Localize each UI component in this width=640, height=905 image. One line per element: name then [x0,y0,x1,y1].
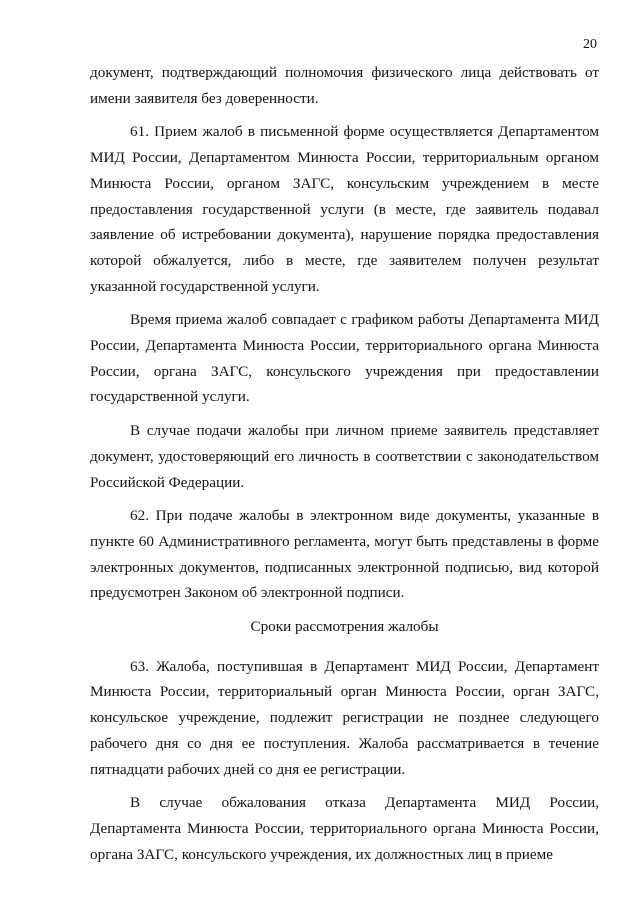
paragraph-refusal-appeal: В случае обжалования отказа Департамента МИД России, Департамента Минюста России, территориального органа Минюста России, органа ЗАГС, консульского учреждения, их должностных лиц в приеме [90,794,599,863]
section-heading: Сроки рассмотрения жалобы [250,618,439,636]
paragraph-continuation: документ, подтверждающий полномочия физического лица действовать от имени заявителя без доверенности. [90,64,599,107]
paragraph-63: 63. Жалоба, поступившая в Департамент МИД России, Департамент Минюста России, территориальный орган Минюста России, орган ЗАГС, консульское учреждение, подлежит регистрации не позднее следующего рабочего дня со дня ее поступления. Жалоба рассматривается в течение пятнадцати рабочих дней со дня ее регистрации. [90,657,599,778]
paragraph-62: 62. При подаче жалобы в электронном виде документы, указанные в пункте 60 Административного регламента, могут быть представлены в форме электронных документов, подписанных электронной подписью, вид которой предусмотрен Законом об электронной подписи. [90,507,599,602]
paragraph-personal-reception: В случае подачи жалобы при личном приеме заявитель представляет документ, удостоверяющий его личность в соответствии с законодательством Российской Федерации. [90,422,599,491]
document-body [90,60,599,875]
page-number: 20 [583,37,597,52]
paragraph-reception-time: Время приема жалоб совпадает с графиком работы Департамента МИД России, Департамента Минюста России, территориального органа Минюста России, органа ЗАГС, консульского учреждения при предоставлении государственной услуги. [90,311,599,406]
paragraph-61: 61. Прием жалоб в письменной форме осуществляется Департаментом МИД России, Департаментом Минюста России, территориальным органом Минюста России, органом ЗАГС, консульским учреждением в месте предоставления государственной услуги (в месте, где заявитель подавал заявление об истребовании документа), нарушение порядка предоставления которой обжалуется, либо в месте, где заявителем получен результат указанной государственной услуги. [90,123,599,295]
